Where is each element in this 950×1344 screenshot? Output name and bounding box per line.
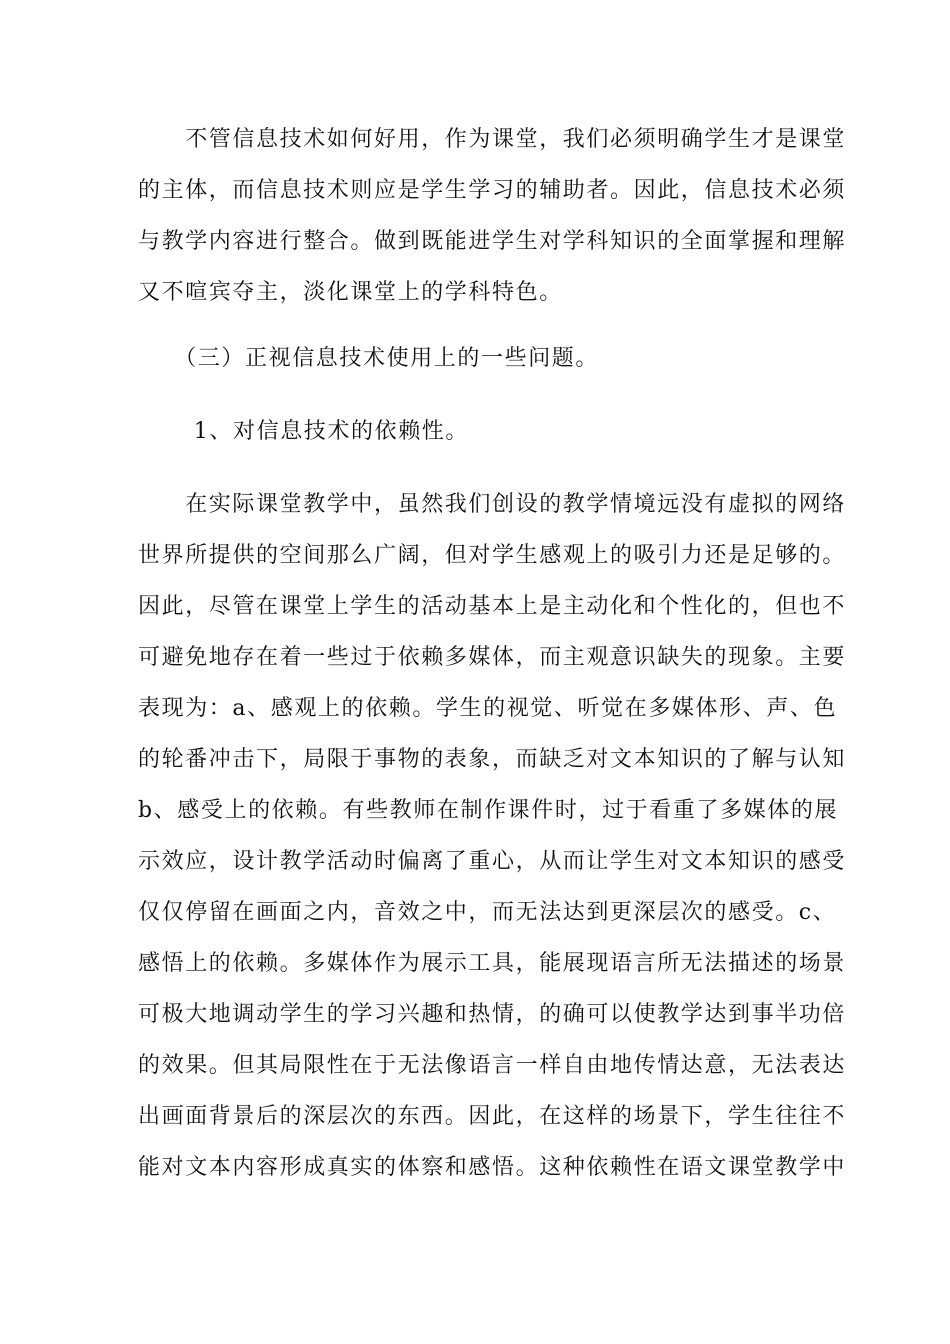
text-line: 的效果。但其局限性在于无法像语言一样自由地传情达意，无法表达: [138, 1053, 847, 1078]
text-line: 因此，尽管在课堂上学生的活动基本上是主动化和个性化的，但也不: [138, 594, 847, 619]
text-line: 感悟上的依赖。多媒体作为展示工具，能展现语言所无法描述的场景: [138, 951, 847, 976]
text-line: 在实际课堂教学中，虽然我们创设的教学情境远没有虚拟的网络: [138, 492, 847, 517]
text-line: 不管信息技术如何好用，作为课堂，我们必须明确学生才是课堂: [138, 127, 847, 152]
text-line: 与教学内容进行整合。做到既能进学生对学科知识的全面掌握和理解: [138, 229, 847, 254]
text-line: 示效应，设计教学活动时偏离了重心，从而让学生对文本知识的感受: [138, 849, 847, 874]
section-heading: [138, 333, 822, 384]
text-line: 表现为：a、感观上的依赖。学生的视觉、听觉在多媒体形、声、色: [138, 696, 838, 721]
text-line: 出画面背景后的深层次的东西。因此，在这样的场景下，学生往往不: [138, 1104, 847, 1129]
text-line: 的主体，而信息技术则应是学生学习的辅助者。因此，信息技术必须: [138, 178, 847, 203]
section-heading-text: （三）正视信息技术使用上的一些问题。: [138, 346, 600, 371]
item-heading-text: 1、对信息技术的依赖性。: [138, 419, 469, 444]
paragraph-information-technology-integration: [138, 114, 847, 318]
text-line: b、感受上的依赖。有些教师在制作课件时，过于看重了多媒体的展: [138, 798, 839, 823]
text-line: 能对文本内容形成真实的体察和感悟。这种依赖性在语文课堂教学中: [138, 1155, 847, 1180]
text-line: 又不喧宾夺主，淡化课堂上的学科特色。: [138, 280, 563, 305]
paragraph-dependence-on-technology: [138, 479, 847, 1193]
item-heading: [138, 406, 822, 457]
text-line: 仅仅停留在画面之内，音效之中，而无法达到更深层次的感受。c、: [138, 900, 837, 925]
text-line: 的轮番冲击下，局限于事物的表象，而缺乏对文本知识的了解与认知: [138, 747, 847, 772]
text-line: 可避免地存在着一些过于依赖多媒体，而主观意识缺失的现象。主要: [138, 645, 847, 670]
text-line: 可极大地调动学生的学习兴趣和热情，的确可以使教学达到事半功倍: [138, 1002, 847, 1027]
text-line: 世界所提供的空间那么广阔，但对学生感观上的吸引力还是足够的。: [138, 543, 847, 568]
